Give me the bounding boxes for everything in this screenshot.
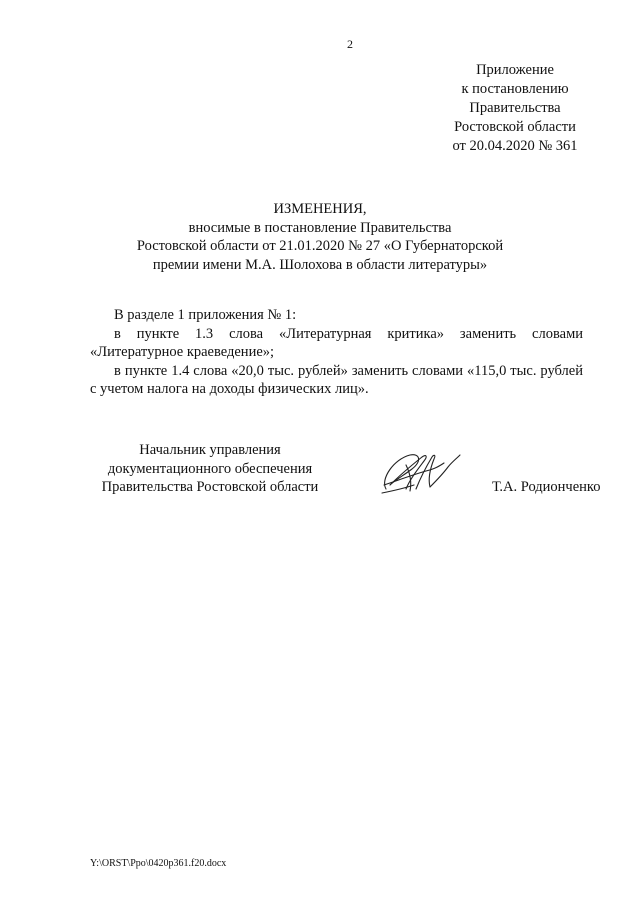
position-line: документационного обеспечения <box>107 460 313 477</box>
document-body <box>90 306 583 399</box>
appendix-line: Приложение <box>476 62 554 78</box>
appendix-reference <box>440 61 590 156</box>
title-heading: ИЗМЕНЕНИЯ, <box>273 201 367 217</box>
appendix-line: Ростовской области <box>454 119 576 135</box>
position-line: Начальник управления <box>139 442 281 458</box>
title-line: вносимые в постановление Правительства <box>188 219 452 236</box>
signatory-position <box>90 441 330 497</box>
appendix-line: к постановлению <box>461 81 569 97</box>
position-line: Правительства Ростовской области <box>101 479 319 495</box>
body-paragraph: в пункте 1.3 слова «Литературная критика» заменить словами «Литературное краеведение»; <box>90 325 583 360</box>
title-line: Ростовской области от 21.01.2020 № 27 «О Губернаторской <box>136 238 504 254</box>
signatory-name: Т.А. Родионченко <box>492 479 601 495</box>
document-title <box>110 200 530 274</box>
handwritten-signature <box>376 445 464 501</box>
file-path-footer: Y:\ORST\Ppo\0420p361.f20.docx <box>90 858 227 869</box>
body-paragraph: В разделе 1 приложения № 1: <box>114 307 297 323</box>
page-number: 2 <box>347 37 353 51</box>
title-line: премии имени М.А. Шолохова в области литературы» <box>152 256 488 273</box>
body-paragraph: в пункте 1.4 слова «20,0 тыс. рублей» заменить словами «115,0 тыс. рублей с учетом налога на доходы физических лиц». <box>90 362 583 397</box>
appendix-line: Правительства <box>469 100 561 116</box>
appendix-line: от 20.04.2020 № 361 <box>452 138 578 154</box>
